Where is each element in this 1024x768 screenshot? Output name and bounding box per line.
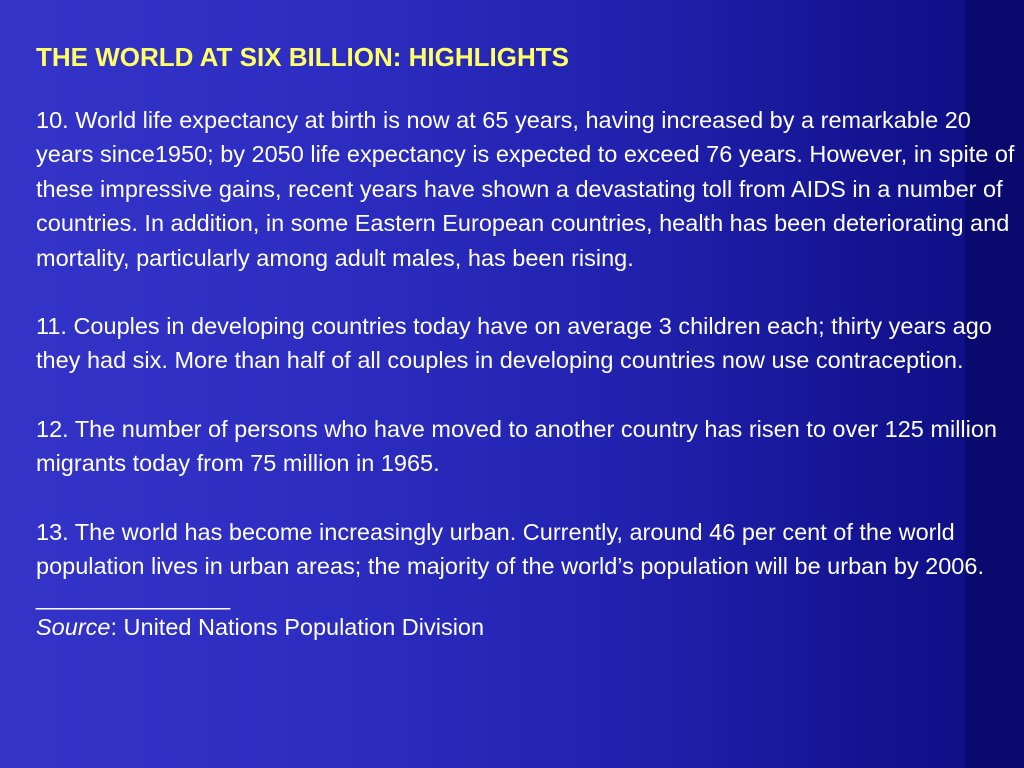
slide-title: THE WORLD AT SIX BILLION: HIGHLIGHTS	[36, 42, 569, 72]
highlight-paragraph-13: 13. The world has become increasingly urban. Currently, around 46 per cent of the world population lives in urban areas; the majority of the world’s population will be urban by 2006.	[36, 518, 984, 580]
source-line	[36, 611, 1021, 643]
source-label: Source	[36, 614, 111, 641]
source-separator: ________________	[36, 584, 230, 611]
highlight-paragraph-11: 11. Couples in developing countries today have on average 3 children each; thirty years ago they had six. More than half of all couples in developing countries now use contraception.	[36, 313, 992, 374]
highlight-paragraph-12: 12. The number of persons who have moved to another country has risen to over 125 million migrants today from 75 million in 1965.	[36, 415, 997, 477]
source-text: : United Nations Population Division	[110, 614, 485, 641]
slide-content	[36, 40, 1021, 643]
highlight-paragraph-10: 10. World life expectancy at birth is now at 65 years, having increased by a remarkable 20 years since1950; by 2050 life expectancy is expected to exceed 76 years. However, in spite of these impressive gains, recent years have shown a devastating toll from AIDS in a number of countries. In addition, in some Eastern European countries, health has been deteriorating and mortality, particularly among adult males, has been rising.	[36, 107, 1015, 271]
